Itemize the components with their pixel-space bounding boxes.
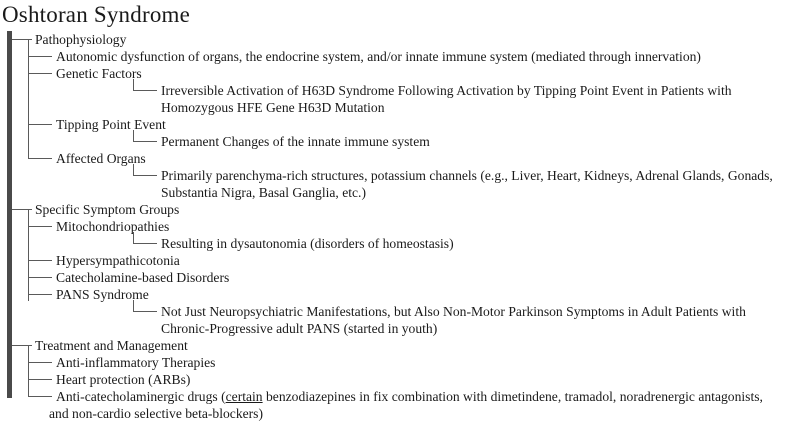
node-pathophysiology [0, 31, 800, 48]
node-label: Affected Organs [56, 151, 146, 166]
node-label: Heart protection (ARBs) [56, 372, 191, 387]
node-tipping-point-event [0, 116, 800, 133]
node-label: PANS Syndrome [56, 287, 149, 302]
node-label: Permanent Changes of the innate immune system [161, 134, 430, 149]
node-hypersympathicotonia [0, 252, 800, 269]
node-label [56, 388, 763, 405]
node-specific-symptom-groups [0, 201, 800, 218]
node-label: Hypersympathicotonia [56, 253, 180, 268]
node-label: Pathophysiology [35, 32, 127, 47]
node-label: Treatment and Management [35, 338, 188, 353]
node-label: Not Just Neuropsychiatric Manifestations, but Also Non-Motor Parkinson Symptoms in Adult Patients with [161, 304, 746, 319]
node-resulting-dysautonomia [0, 235, 800, 252]
node-genetic-factors [0, 65, 800, 82]
node-label: and non-cardio selective beta-blockers) [49, 406, 264, 421]
node-label: Primarily parenchyma-rich structures, potassium channels (e.g., Liver, Heart, Kidneys, Adrenal Glands, Gonads, [161, 168, 773, 183]
node-catecholamine-disorders [0, 269, 800, 286]
node-label: Anti-inflammatory Therapies [56, 355, 216, 370]
node-neuropsychiatric-manifestations [0, 303, 800, 320]
node-parenchyma-structures [0, 167, 800, 184]
node-irreversible-activation-line-2 [0, 99, 800, 116]
node-treatment-and-management [0, 337, 800, 354]
node-irreversible-activation [0, 82, 800, 99]
node-autonomic-dysfunction [0, 48, 800, 65]
node-label: Catecholamine-based Disorders [56, 270, 230, 285]
node-label: Genetic Factors [56, 66, 142, 81]
node-label-post: benzodiazepines in fix combination with dimetindene, tramadol, noradrenergic antagonists, [262, 389, 763, 404]
node-label-underlined: certain [225, 389, 263, 404]
page-title: Oshtoran Syndrome [2, 2, 191, 27]
node-heart-protection [0, 371, 800, 388]
node-anti-inflammatory-therapies [0, 354, 800, 371]
outline-tree [0, 31, 800, 422]
node-label: Autonomic dysfunction of organs, the endocrine system, and/or innate immune system (mediated through innervation) [56, 49, 701, 64]
node-mitochondriopathies [0, 218, 800, 235]
node-pans-syndrome [0, 286, 800, 303]
node-label-pre: Anti-catecholaminergic drugs ( [56, 389, 226, 404]
node-anti-catecholaminergic-drugs [0, 388, 800, 405]
node-permanent-changes [0, 133, 800, 150]
node-label: Tipping Point Event [56, 117, 166, 132]
node-label: Substantia Nigra, Basal Ganglia, etc.) [161, 185, 366, 200]
node-anti-catecholaminergic-drugs-line-2 [0, 405, 800, 422]
node-label: Resulting in dysautonomia (disorders of homeostasis) [161, 236, 454, 251]
node-affected-organs [0, 150, 800, 167]
node-parenchyma-structures-line-2 [0, 184, 800, 201]
node-label: Specific Symptom Groups [35, 202, 180, 217]
node-label: Mitochondriopathies [56, 219, 170, 234]
node-label: Irreversible Activation of H63D Syndrome Following Activation by Tipping Point Event in Patients with [161, 83, 732, 98]
node-label: Chronic-Progressive adult PANS (started in youth) [161, 321, 438, 336]
node-neuropsychiatric-manifestations-line-2 [0, 320, 800, 337]
node-label: Homozygous HFE Gene H63D Mutation [161, 100, 385, 115]
